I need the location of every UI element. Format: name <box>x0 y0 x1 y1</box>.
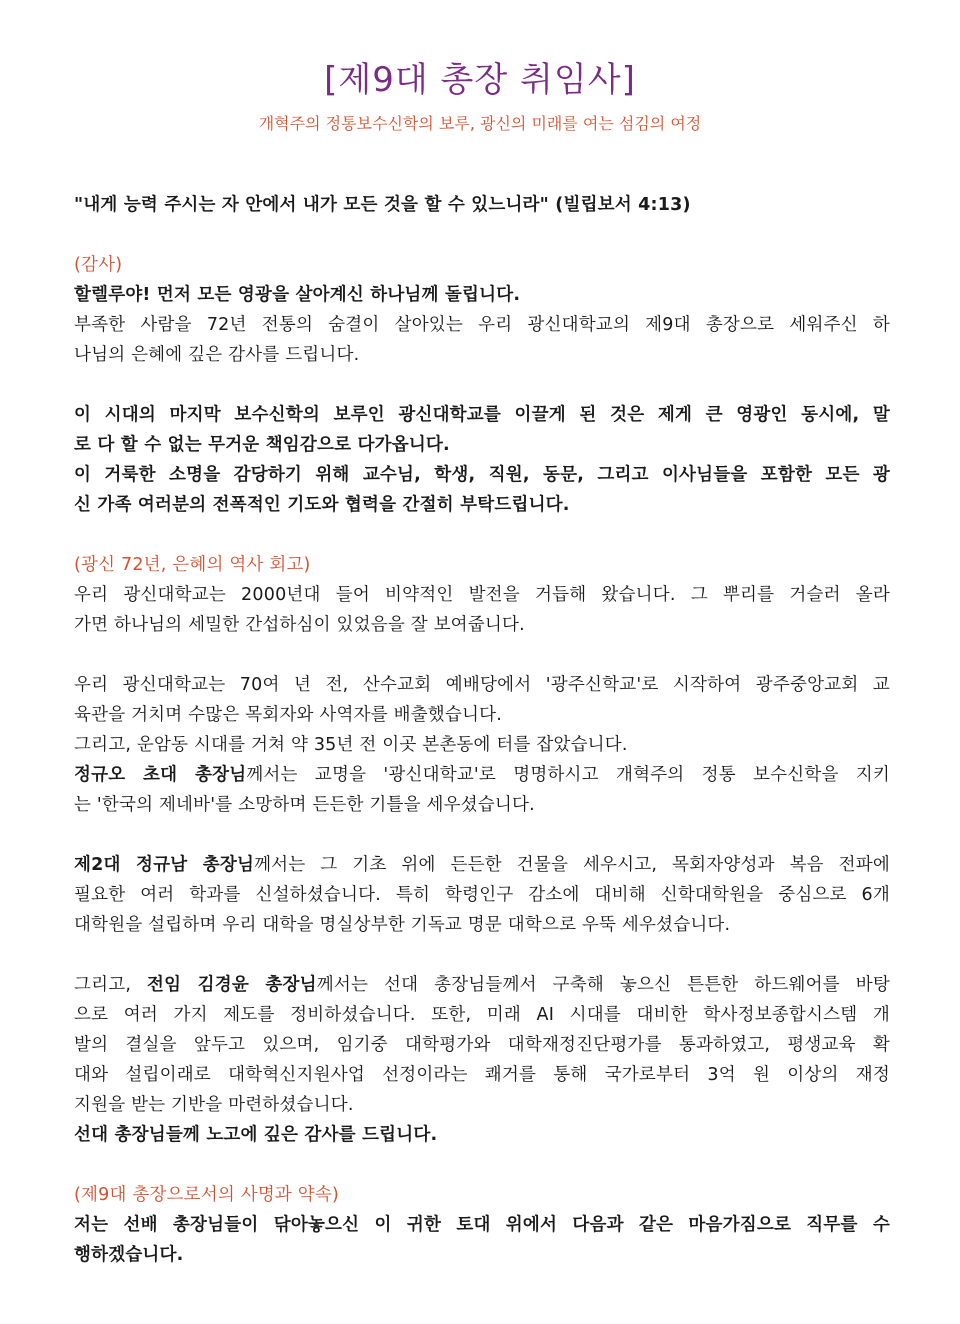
paragraph-line: 그리고, 운암동 시대를 거쳐 약 35년 전 이곳 본촌동에 터를 잡았습니다. <box>74 735 628 755</box>
paragraph-line: 으로 여러 가지 제도를 정비하셨습니다. 또한, 미래 AI 시대를 대비한 학사정보종합시스템 개 <box>74 1005 890 1025</box>
document-body <box>74 190 890 1270</box>
paragraph-line: 발의 결실을 앞두고 있으며, 임기중 대학평가와 대학재정진단평가를 통과하였고, 평생교육 확 <box>74 1035 890 1055</box>
president-name: 정규오 초대 총장님 <box>74 765 247 785</box>
section-heading-mission: (제9대 총장으로서의 사명과 약속) <box>74 1185 340 1205</box>
paragraph-line: 대와 설립이래로 대학혁신지원사업 선정이라는 쾌거를 통해 국가로부터 3억 원 이상의 재정 <box>74 1065 890 1085</box>
president-name: 제2대 정규남 총장님 <box>74 855 255 875</box>
paragraph-line: 나님의 은혜에 깊은 감사를 드립니다. <box>74 345 360 365</box>
paragraph-line: 가면 하나님의 세밀한 간섭하심이 있었음을 잘 보여줍니다. <box>74 615 525 635</box>
document-title: [제9대 총장 취임사] <box>324 60 636 100</box>
paragraph-line: 저는 선배 총장님들이 닦아놓으신 이 귀한 토대 위에서 다음과 같은 마음가짐으로 직무를 수 <box>74 1215 890 1235</box>
paragraph-line: 제2대 정규남 총장님께서는 그 기초 위에 든든한 건물을 세우시고, 목회자양성과 복음 전파에 <box>74 855 890 875</box>
paragraph-line: 이 시대의 마지막 보수신학의 보루인 광신대학교를 이끌게 된 것은 제게 큰 영광인 동시에, 말 <box>74 405 890 425</box>
paragraph-line: 지원을 받는 기반을 마련하셨습니다. <box>74 1095 354 1115</box>
paragraph-line: 우리 광신대학교는 2000년대 들어 비약적인 발전을 거듭해 왔습니다. 그 뿌리를 거슬러 올라 <box>74 585 890 605</box>
section-heading-thanks: (감사) <box>74 255 123 275</box>
president-name: 전임 김경윤 총장님 <box>147 975 317 995</box>
paragraph-line: 로 다 할 수 없는 무거운 책임감으로 다가옵니다. <box>74 435 450 455</box>
paragraph-line: 대학원을 설립하며 우리 대학을 명실상부한 기독교 명문 대학으로 우뚝 세우셨습니다. <box>74 915 731 935</box>
section-heading-history: (광신 72년, 은혜의 역사 회고) <box>74 555 311 575</box>
paragraph-line: 그리고, 전임 김경윤 총장님께서는 선대 총장님들께서 구축해 놓으신 튼튼한 하드웨어를 바탕 <box>74 975 890 995</box>
document-subtitle: 개혁주의 정통보수신학의 보루, 광신의 미래를 여는 섬김의 여정 <box>258 114 702 133</box>
paragraph-line: 선대 총장님들께 노고에 깊은 감사를 드립니다. <box>74 1125 438 1145</box>
paragraph-line: 행하겠습니다. <box>74 1245 184 1265</box>
paragraph-line: 육관을 거치며 수많은 목회자와 사역자를 배출했습니다. <box>74 705 502 725</box>
paragraph-line: 우리 광신대학교는 70여 년 전, 산수교회 예배당에서 '광주신학교'로 시작하여 광주중앙교회 교 <box>74 675 890 695</box>
paragraph-line: 이 거룩한 소명을 감당하기 위해 교수님, 학생, 직원, 동문, 그리고 이사님들을 포함한 모든 광 <box>74 465 890 485</box>
paragraph-line: 정규오 초대 총장님께서는 교명을 '광신대학교'로 명명하시고 개혁주의 정통 보수신학을 지키 <box>74 765 890 785</box>
paragraph-line: 필요한 여러 학과를 신설하셨습니다. 특히 학령인구 감소에 대비해 신학대학원을 중심으로 6개 <box>74 885 890 905</box>
paragraph-line: 는 '한국의 제네바'를 소망하며 든든한 기틀을 세우셨습니다. <box>74 795 535 815</box>
bible-verse: "내게 능력 주시는 자 안에서 내가 모든 것을 할 수 있느니라" (빌립보서 4:13) <box>74 195 691 215</box>
paragraph-line: 할렐루야! 먼저 모든 영광을 살아계신 하나님께 돌립니다. <box>74 285 521 305</box>
paragraph-line: 부족한 사람을 72년 전통의 숨결이 살아있는 우리 광신대학교의 제9대 총장으로 세워주신 하 <box>74 315 890 335</box>
paragraph-line: 신 가족 여러분의 전폭적인 기도와 협력을 간절히 부탁드립니다. <box>74 495 570 515</box>
